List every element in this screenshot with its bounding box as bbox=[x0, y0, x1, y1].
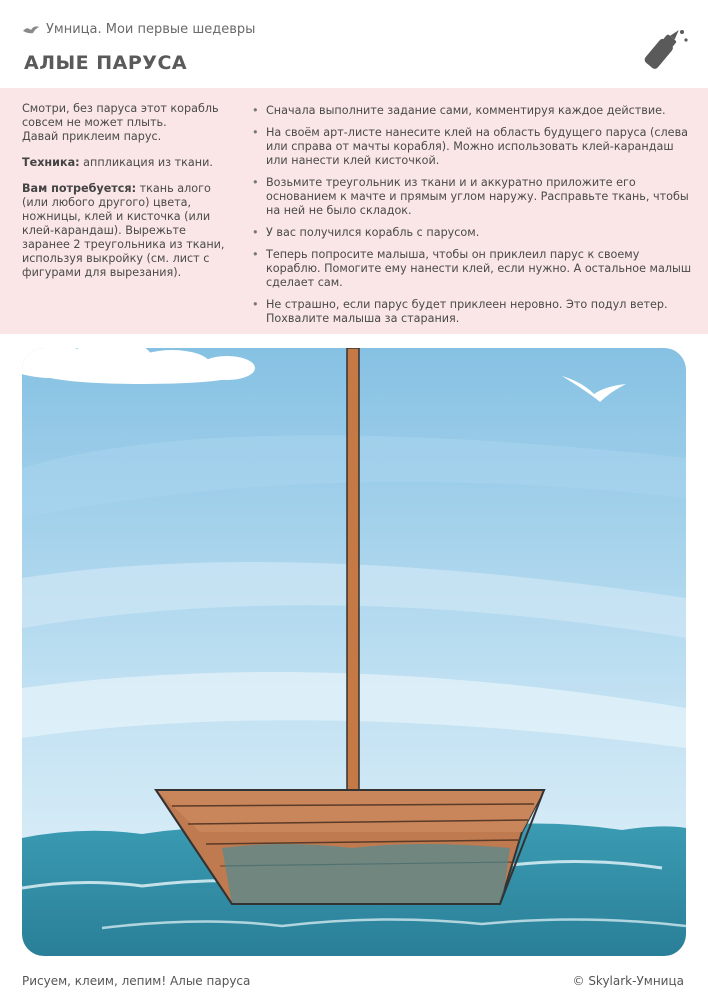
series-header bbox=[22, 22, 255, 37]
step-item: • Не страшно, если парус будет приклеен неровно. Это подул ветер. Похвалите малыша за старания. bbox=[252, 298, 692, 326]
glue-bottle-icon bbox=[634, 22, 690, 78]
intro-line: совсем не может плыть. bbox=[22, 116, 167, 129]
mast bbox=[347, 348, 359, 790]
steps-list bbox=[252, 104, 692, 326]
intro-column bbox=[22, 102, 232, 292]
bird-icon bbox=[22, 24, 40, 36]
step-item: • Возьмите треугольник из ткани и и аккуратно приложите его основанием к мачте и прямым углом наружу. Расправьте ткань, чтобы на ней не было складок. bbox=[252, 176, 692, 218]
scene-svg bbox=[22, 348, 686, 956]
technique-label: Техника: bbox=[22, 156, 80, 169]
technique-text bbox=[22, 156, 232, 170]
series-title: Умница. Мои первые шедевры bbox=[46, 22, 256, 37]
materials-label: Вам потребуется: bbox=[22, 182, 137, 195]
intro-text bbox=[22, 102, 232, 144]
step-item: • На своём арт-листе нанесите клей на область будущего паруса (слева или справа от мачты корабля). Можно использовать клей-карандаш или нанести клей кисточкой. bbox=[252, 126, 692, 168]
step-item: • У вас получился корабль с парусом. bbox=[252, 226, 692, 240]
intro-line: Смотри, без паруса этот корабль bbox=[22, 102, 219, 115]
step-item: • Сначала выполните задание сами, комментируя каждое действие. bbox=[252, 104, 692, 118]
copyright: © Skylark-Умница bbox=[572, 974, 684, 988]
technique-value: аппликация из ткани. bbox=[79, 156, 213, 169]
materials-text bbox=[22, 182, 232, 280]
steps-column bbox=[252, 104, 692, 334]
step-item: • Теперь попросите малыша, чтобы он приклеил парус к своему кораблю. Помогите ему нанести клей, если нужно. А остальное малыш сделает сам. bbox=[252, 248, 692, 290]
page-title: АЛЫЕ ПАРУСА bbox=[24, 52, 188, 74]
materials-value: ткань алого (или любого другого) цвета, ножницы, клей и кисточка (или клей-карандаш). Вырежьте заранее 2 треугольника из ткани, используя выкройку (см. лист с фигурами для вырезания). bbox=[22, 182, 225, 279]
intro-line: Давай приклеим парус. bbox=[22, 130, 162, 143]
footer-caption: Рисуем, клеим, лепим! Алые паруса bbox=[22, 974, 251, 988]
boat-illustration bbox=[22, 348, 686, 956]
